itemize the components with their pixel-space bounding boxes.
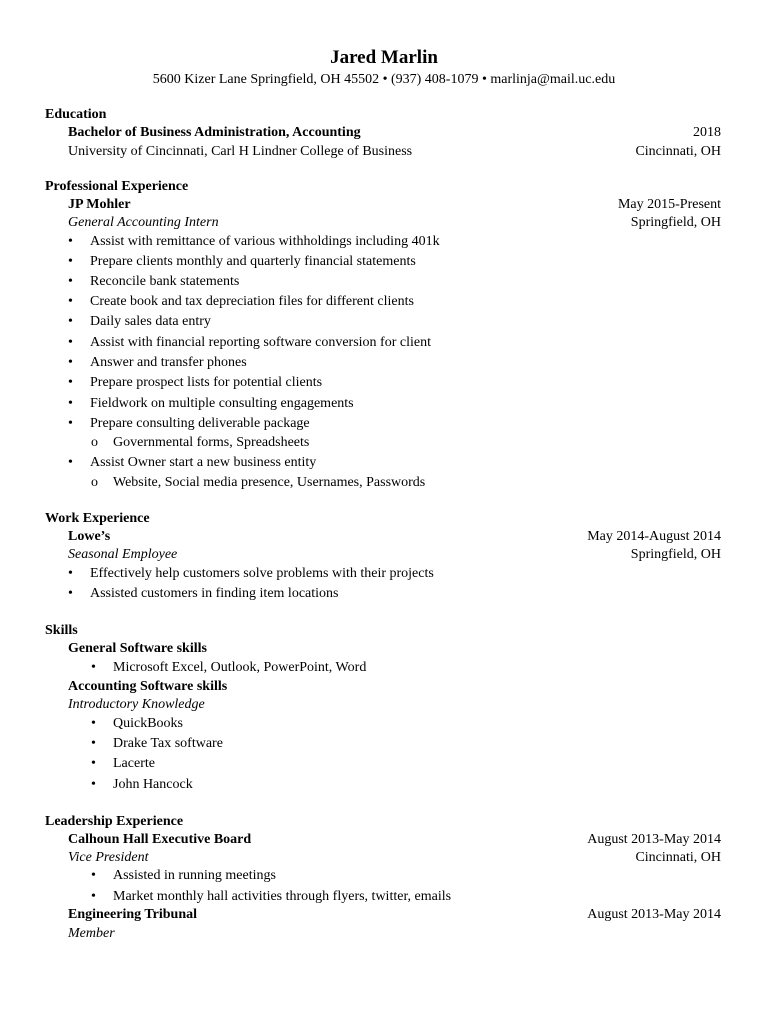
job-title: Seasonal Employee xyxy=(68,547,178,562)
leadership-heading: Leadership Experience xyxy=(45,814,184,829)
degree: Bachelor of Business Administration, Accounting xyxy=(68,125,361,140)
organization: Engineering Tribunal xyxy=(68,907,198,922)
employer: Lowe’s xyxy=(68,529,111,544)
list-item: • Answer and transfer phones xyxy=(90,354,247,372)
organization-role: Vice President xyxy=(68,850,149,865)
list-item: • Assisted customers in finding item locations xyxy=(90,585,338,603)
list-item: • Microsoft Excel, Outlook, PowerPoint, Word xyxy=(113,659,366,677)
skills-heading: Skills xyxy=(45,623,78,638)
organization-dates: August 2013-May 2014 xyxy=(587,832,721,847)
school: University of Cincinnati, Carl H Lindner College of Business xyxy=(68,144,413,159)
list-item: • John Hancock xyxy=(113,776,193,794)
list-item: • Prepare clients monthly and quarterly financial statements xyxy=(90,253,416,271)
employment-dates: May 2014-August 2014 xyxy=(587,529,721,544)
list-item: • Prepare prospect lists for potential clients xyxy=(90,374,322,392)
employment-dates: May 2015-Present xyxy=(617,197,721,212)
list-item: • Assist Owner start a new business entity xyxy=(90,454,316,472)
resume-name: Jared Marlin xyxy=(330,47,438,68)
organization-dates: August 2013-May 2014 xyxy=(587,907,721,922)
skills-group-subtitle: Introductory Knowledge xyxy=(68,697,205,712)
list-item: • Reconcile bank statements xyxy=(90,273,239,291)
job-location: Springfield, OH xyxy=(630,547,721,562)
job-title: General Accounting Intern xyxy=(68,215,219,230)
list-item: • QuickBooks xyxy=(113,715,183,733)
list-item: • Lacerte xyxy=(113,755,155,773)
education-heading: Education xyxy=(45,107,107,122)
list-item: • Daily sales data entry xyxy=(90,313,211,331)
sub-list-item: o Governmental forms, Spreadsheets xyxy=(113,434,309,452)
contact-line: 5600 Kizer Lane Springfield, OH 45502 • (937) 408-1079 • marlinja@mail.uc.edu xyxy=(152,72,616,87)
skills-group-title: General Software skills xyxy=(68,641,207,656)
work-heading: Work Experience xyxy=(45,511,150,526)
list-item: • Assist with remittance of various withholdings including 401k xyxy=(90,233,440,251)
employer: JP Mohler xyxy=(68,197,131,212)
organization-role: Member xyxy=(68,926,115,941)
school-location: Cincinnati, OH xyxy=(635,144,721,159)
job-location: Springfield, OH xyxy=(630,215,721,230)
sub-list-item: o Website, Social media presence, Usernames, Passwords xyxy=(113,474,425,492)
list-item: • Fieldwork on multiple consulting engagements xyxy=(90,395,354,413)
organization: Calhoun Hall Executive Board xyxy=(68,832,252,847)
list-item: • Prepare consulting deliverable package xyxy=(90,415,310,433)
list-item: • Drake Tax software xyxy=(113,735,223,753)
professional-heading: Professional Experience xyxy=(45,179,189,194)
list-item: • Assist with financial reporting software conversion for client xyxy=(90,334,431,352)
skills-group-title: Accounting Software skills xyxy=(68,679,228,694)
graduation-year: 2018 xyxy=(693,125,721,140)
organization-location: Cincinnati, OH xyxy=(635,850,721,865)
list-item: • Create book and tax depreciation files for different clients xyxy=(90,293,414,311)
list-item: • Assisted in running meetings xyxy=(113,867,276,885)
list-item: • Effectively help customers solve problems with their projects xyxy=(90,565,434,583)
list-item: • Market monthly hall activities through flyers, twitter, emails xyxy=(113,888,451,906)
